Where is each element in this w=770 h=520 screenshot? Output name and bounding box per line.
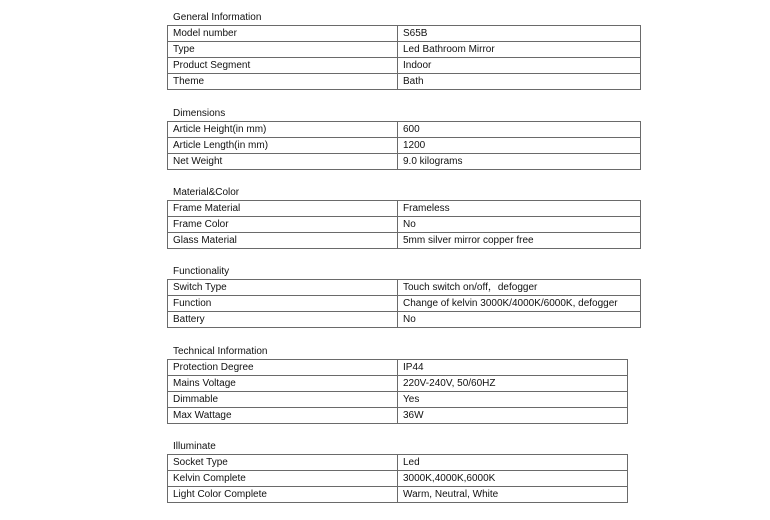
row-label: Max Wattage	[168, 408, 398, 424]
table-row	[168, 392, 628, 408]
row-label: Light Color Complete	[168, 487, 398, 503]
spec-table	[167, 121, 641, 170]
spec-table	[167, 25, 641, 90]
row-value: 36W	[398, 408, 628, 424]
row-label: Product Segment	[168, 58, 398, 74]
table-row	[168, 360, 628, 376]
section-title: Technical Information	[173, 346, 268, 357]
row-label: Glass Material	[168, 233, 398, 249]
table-row	[168, 58, 641, 74]
row-label: Dimmable	[168, 392, 398, 408]
section-title: Functionality	[173, 266, 230, 277]
table-row	[168, 455, 628, 471]
section-dimensions	[167, 107, 641, 170]
table-row	[168, 376, 628, 392]
row-value: Warm, Neutral, White	[398, 487, 628, 503]
row-value: No	[398, 217, 641, 233]
row-label: Protection Degree	[168, 360, 398, 376]
section-title: Illuminate	[173, 441, 216, 452]
table-row	[168, 233, 641, 249]
row-value: Indoor	[398, 58, 641, 74]
table-row	[168, 408, 628, 424]
section-title: General Information	[173, 12, 262, 23]
spec-table	[167, 359, 628, 424]
row-value: 3000K,4000K,6000K	[398, 471, 628, 487]
table-row	[168, 26, 641, 42]
section-illuminate	[167, 440, 628, 503]
row-label: Type	[168, 42, 398, 58]
row-label: Mains Voltage	[168, 376, 398, 392]
table-row	[168, 312, 641, 328]
table-row	[168, 122, 641, 138]
row-value: Change of kelvin 3000K/4000K/6000K, defogger	[398, 296, 641, 312]
row-value: Led Bathroom Mirror	[398, 42, 641, 58]
row-label: Kelvin Complete	[168, 471, 398, 487]
section-functionality	[167, 265, 641, 328]
row-value: No	[398, 312, 641, 328]
table-row	[168, 74, 641, 90]
section-material-color	[167, 186, 641, 249]
row-value: 9.0 kilograms	[398, 154, 641, 170]
table-row	[168, 42, 641, 58]
table-row	[168, 296, 641, 312]
spec-table	[167, 454, 628, 503]
row-label: Switch Type	[168, 280, 398, 296]
row-value: IP44	[398, 360, 628, 376]
section-title: Dimensions	[173, 108, 226, 119]
table-row	[168, 217, 641, 233]
row-value: 5mm silver mirror copper free	[398, 233, 641, 249]
row-label: Article Length(in mm)	[168, 138, 398, 154]
table-row	[168, 138, 641, 154]
row-value: S65B	[398, 26, 641, 42]
row-value: 1200	[398, 138, 641, 154]
spec-table	[167, 279, 641, 328]
row-value: Yes	[398, 392, 628, 408]
table-row	[168, 471, 628, 487]
row-value: Led	[398, 455, 628, 471]
row-value: Bath	[398, 74, 641, 90]
table-row	[168, 280, 641, 296]
row-label: Model number	[168, 26, 398, 42]
spec-table	[167, 200, 641, 249]
table-row	[168, 487, 628, 503]
row-label: Net Weight	[168, 154, 398, 170]
row-label: Frame Material	[168, 201, 398, 217]
row-label: Battery	[168, 312, 398, 328]
table-row	[168, 201, 641, 217]
row-label: Socket Type	[168, 455, 398, 471]
row-value: 600	[398, 122, 641, 138]
section-title: Material&Color	[173, 187, 240, 198]
row-label: Article Height(in mm)	[168, 122, 398, 138]
row-label: Frame Color	[168, 217, 398, 233]
row-value: Touch switch on/off，defogger	[398, 280, 641, 296]
table-row	[168, 154, 641, 170]
row-label: Function	[168, 296, 398, 312]
section-technical-information	[167, 345, 628, 424]
row-value: 220V-240V, 50/60HZ	[398, 376, 628, 392]
row-label: Theme	[168, 74, 398, 90]
row-value: Frameless	[398, 201, 641, 217]
section-general-information	[167, 11, 641, 90]
